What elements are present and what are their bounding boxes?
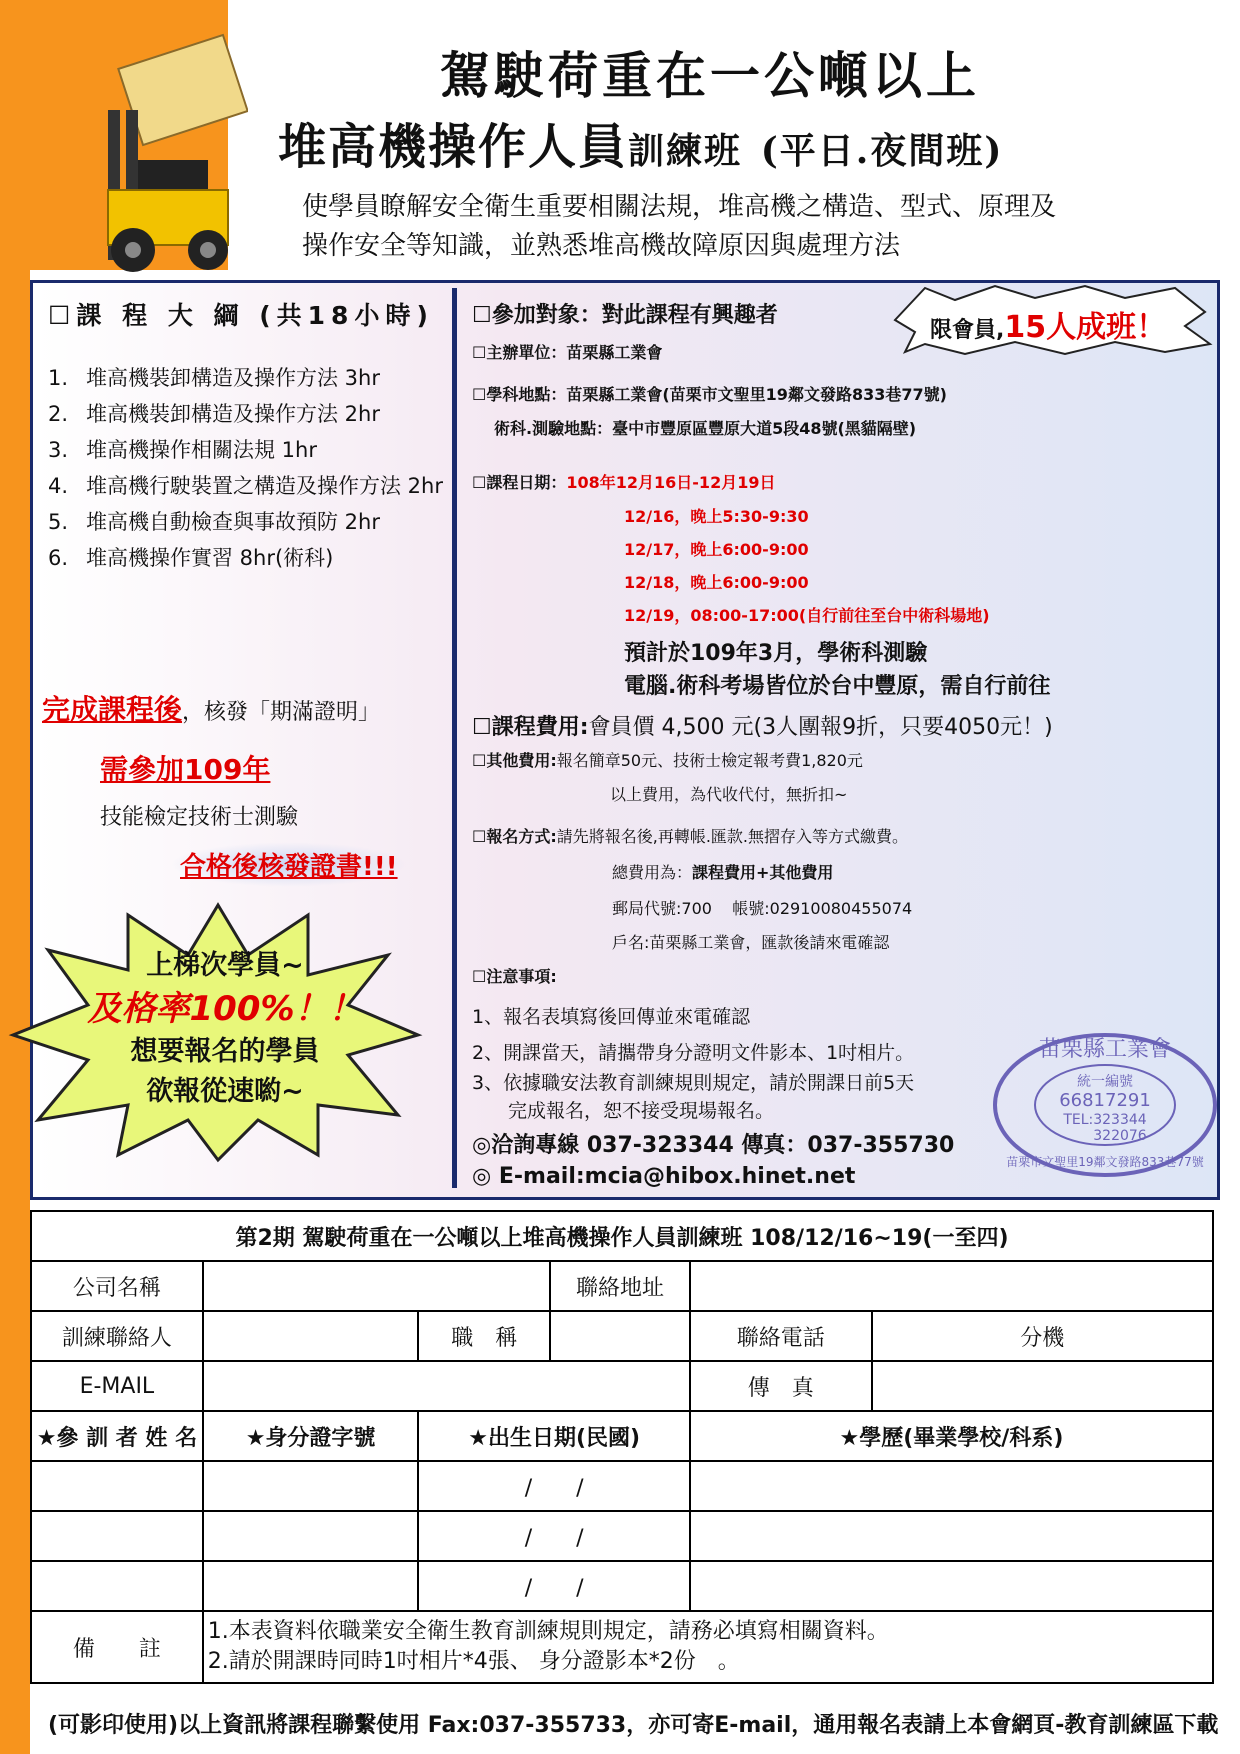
member-badge: 限會員,15人成班！ [930,310,1167,345]
session-2: 12/17，晚上6:00-9:00 [624,540,809,559]
exam-note-1: 預計於109年3月，學術科測驗 [624,641,928,666]
title-line2-main: 堆高機操作人員 [278,119,629,175]
target-row: ☐參加對象：對此課程有興趣者 [472,303,778,328]
ext-label: 分機 [1020,1325,1065,1351]
other-fee-note: 以上費用，為代收代付，無折扣~ [610,785,848,804]
title-line2-paren: (平日.夜間班) [760,130,1004,172]
company-label: 公司名稱 [31,1261,203,1311]
edu-field[interactable] [690,1461,1213,1511]
table-row [31,1561,1213,1611]
course-outline [48,296,448,576]
promo-line4: 欲報從速喲~ [146,1076,304,1107]
phone-field[interactable] [872,1311,1213,1361]
company-field[interactable] [203,1261,550,1311]
seal-stamp-icon [990,1030,1220,1180]
session-4: 12/19，08:00-17:00(自行前往至台中術科場地) [624,606,990,625]
title-line1: 駕駛荷重在一公噸以上 [440,46,980,105]
title-line2-small: 訓練班 [628,130,743,172]
dob-field[interactable]: / / [418,1561,690,1611]
total-row: 總費用為：課程費用+其他費用 [612,863,834,882]
name-field[interactable] [31,1561,203,1611]
notice-4: 完成報名，恕不接受現場報名。 [508,1100,775,1122]
account-row: 郵局代號:700 帳號:02910080455074 [612,899,913,918]
remark-line1: 1.本表資料依職業安全衛生教育訓練規則規定，請務必填寫相關資料。 [207,1619,889,1644]
job-title-label: 職 稱 [418,1311,550,1361]
form-title: 第2期 駕駛荷重在一公噸以上堆高機操作人員訓練班 108/12/16~19(一至四) [31,1211,1213,1261]
notice-label: ☐注意事項: [472,967,557,986]
list-item: 5. 堆高機自動檢查與事故預防 2hr [48,510,380,534]
address-field[interactable] [690,1261,1213,1311]
seal-id: 66817291 [1059,1090,1151,1111]
intro-text [302,188,1202,266]
list-item: 3. 堆高機操作相關法規 1hr [48,438,317,462]
id-field[interactable] [203,1461,419,1511]
outline-title: ☐課 程 大 綱 (共18小時) [48,301,434,330]
list-item: 4. 堆高機行駛裝置之構造及操作方法 2hr [48,474,443,498]
email-field[interactable] [203,1361,690,1411]
intro-line1: 使學員瞭解安全衛生重要相關法規，堆高機之構造、型式、原理及 [302,192,1057,222]
exam-note-2: 電腦.術科考場皆位於台中豐原，需自行前往 [624,674,1051,699]
notice-3: 3、依據職安法教育訓練規則規定，請於開課日前5天 [472,1072,915,1094]
registration-form [30,1210,1214,1684]
seal-tel2: 322076 [1093,1128,1147,1144]
name-field[interactable] [31,1511,203,1561]
seal-tel: TEL:323344 [1063,1112,1147,1128]
col-edu: ★學歷(畢業學校/科系) [690,1411,1213,1461]
email-line: ◎ E-mail:mcia@hibox.hinet.net [472,1164,856,1189]
title-line2 [278,108,1003,177]
column-divider [452,288,457,1188]
notice-2: 2、開課當天，請攜帶身分證明文件影本、1吋相片。 [472,1042,915,1064]
table-row [31,1511,1213,1561]
phone-label: 聯絡電話 [690,1311,872,1361]
other-fee-row: ☐其他費用:報名簡章50元、技術士檢定報考費1,820元 [472,751,863,770]
promo-line3: 想要報名的學員 [130,1036,320,1067]
dob-field[interactable]: / / [418,1461,690,1511]
promo-line1: 上梯次學員~ [146,950,304,981]
contact-line: ◎洽詢專線 037-323344 傳真：037-355730 [472,1133,955,1158]
completion-red: 完成課程後 [42,693,183,726]
remark-label: 備 註 [31,1611,203,1683]
fee-row: ☐課程費用:會員價 4,500 元(3人團報9折，只要4050元！) [472,715,1053,740]
account-name: 戶名:苗栗縣工業會，匯款後請來電確認 [612,933,890,952]
signup-row: ☐報名方式:請先將報名後,再轉帳.匯款.無摺存入等方式繳費。 [472,827,909,846]
promo-text [60,946,390,1112]
session-1: 12/16，晚上5:30-9:30 [624,507,809,526]
completion-rest: ，核發「期滿證明」 [182,700,381,725]
promo-line2: 及格率100%！！ [87,989,363,1029]
fax-label: 傳 真 [690,1361,872,1411]
list-item: 6. 堆高機操作實習 8hr(術科) [48,546,334,570]
table-row [31,1461,1213,1511]
completion-note [42,688,380,728]
footer-note: (可影印使用)以上資訊將課程聯繫使用 Fax:037-355733，亦可寄E-mail，通用報名表請上本會網頁-教育訓練區下載 [48,1713,1219,1738]
notice-1: 1、報名表填寫後回傳並來電確認 [472,1006,751,1028]
venue-row: ☐學科地點：苗栗縣工業會(苗栗市文聖里19鄰文發路833巷77號) [472,385,947,404]
dob-field[interactable]: / / [418,1511,690,1561]
skill-exam-note: 技能檢定技術士測驗 [100,805,299,830]
id-field[interactable] [203,1511,419,1561]
outline-list [48,360,448,576]
email-label: E-MAIL [31,1361,203,1411]
id-field[interactable] [203,1561,419,1611]
contact-person-label: 訓練聯絡人 [31,1311,203,1361]
address-label: 聯絡地址 [550,1261,690,1311]
exam-year-note: 需參加109年 [100,753,271,786]
col-id: ★身分證字號 [203,1411,419,1461]
seal-address: 苗栗市文聖里19鄰文發路833巷77號 [1006,1155,1204,1169]
intro-line2: 操作安全等知識，並熟悉堆高機故障原因與處理方法 [302,231,901,261]
list-item: 1. 堆高機裝卸構造及操作方法 3hr [48,366,380,390]
fax-field[interactable] [872,1361,1213,1411]
date-row: ☐課程日期：108年12月16日-12月19日 [472,473,776,492]
col-dob: ★出生日期(民國) [418,1411,690,1461]
edu-field[interactable] [690,1561,1213,1611]
organizer-row: ☐主辦單位：苗栗縣工業會 [472,343,663,362]
col-name: ★參 訓 者 姓 名 [31,1411,203,1461]
certificate-note: 合格後核發證書!!! [170,842,408,887]
name-field[interactable] [31,1461,203,1511]
contact-person-field[interactable] [203,1311,419,1361]
seal-id-label: 統一編號 [1077,1074,1133,1090]
venue2-row: 術科.測驗地點：臺中市豐原區豐原大道5段48號(黑貓隔壁) [494,419,917,438]
session-3: 12/18，晚上6:00-9:00 [624,573,809,592]
edu-field[interactable] [690,1511,1213,1561]
list-item: 2. 堆高機裝卸構造及操作方法 2hr [48,402,380,426]
remark-line2: 2.請於開課時同時1吋相片*4張、 身分證影本*2份 。 [207,1649,740,1674]
job-title-field[interactable] [550,1311,690,1361]
remark-text [203,1611,1213,1683]
orange-side-bar [0,0,30,1754]
seal-name: 苗栗縣工業會 [1038,1037,1172,1062]
forklift-icon [48,10,248,280]
